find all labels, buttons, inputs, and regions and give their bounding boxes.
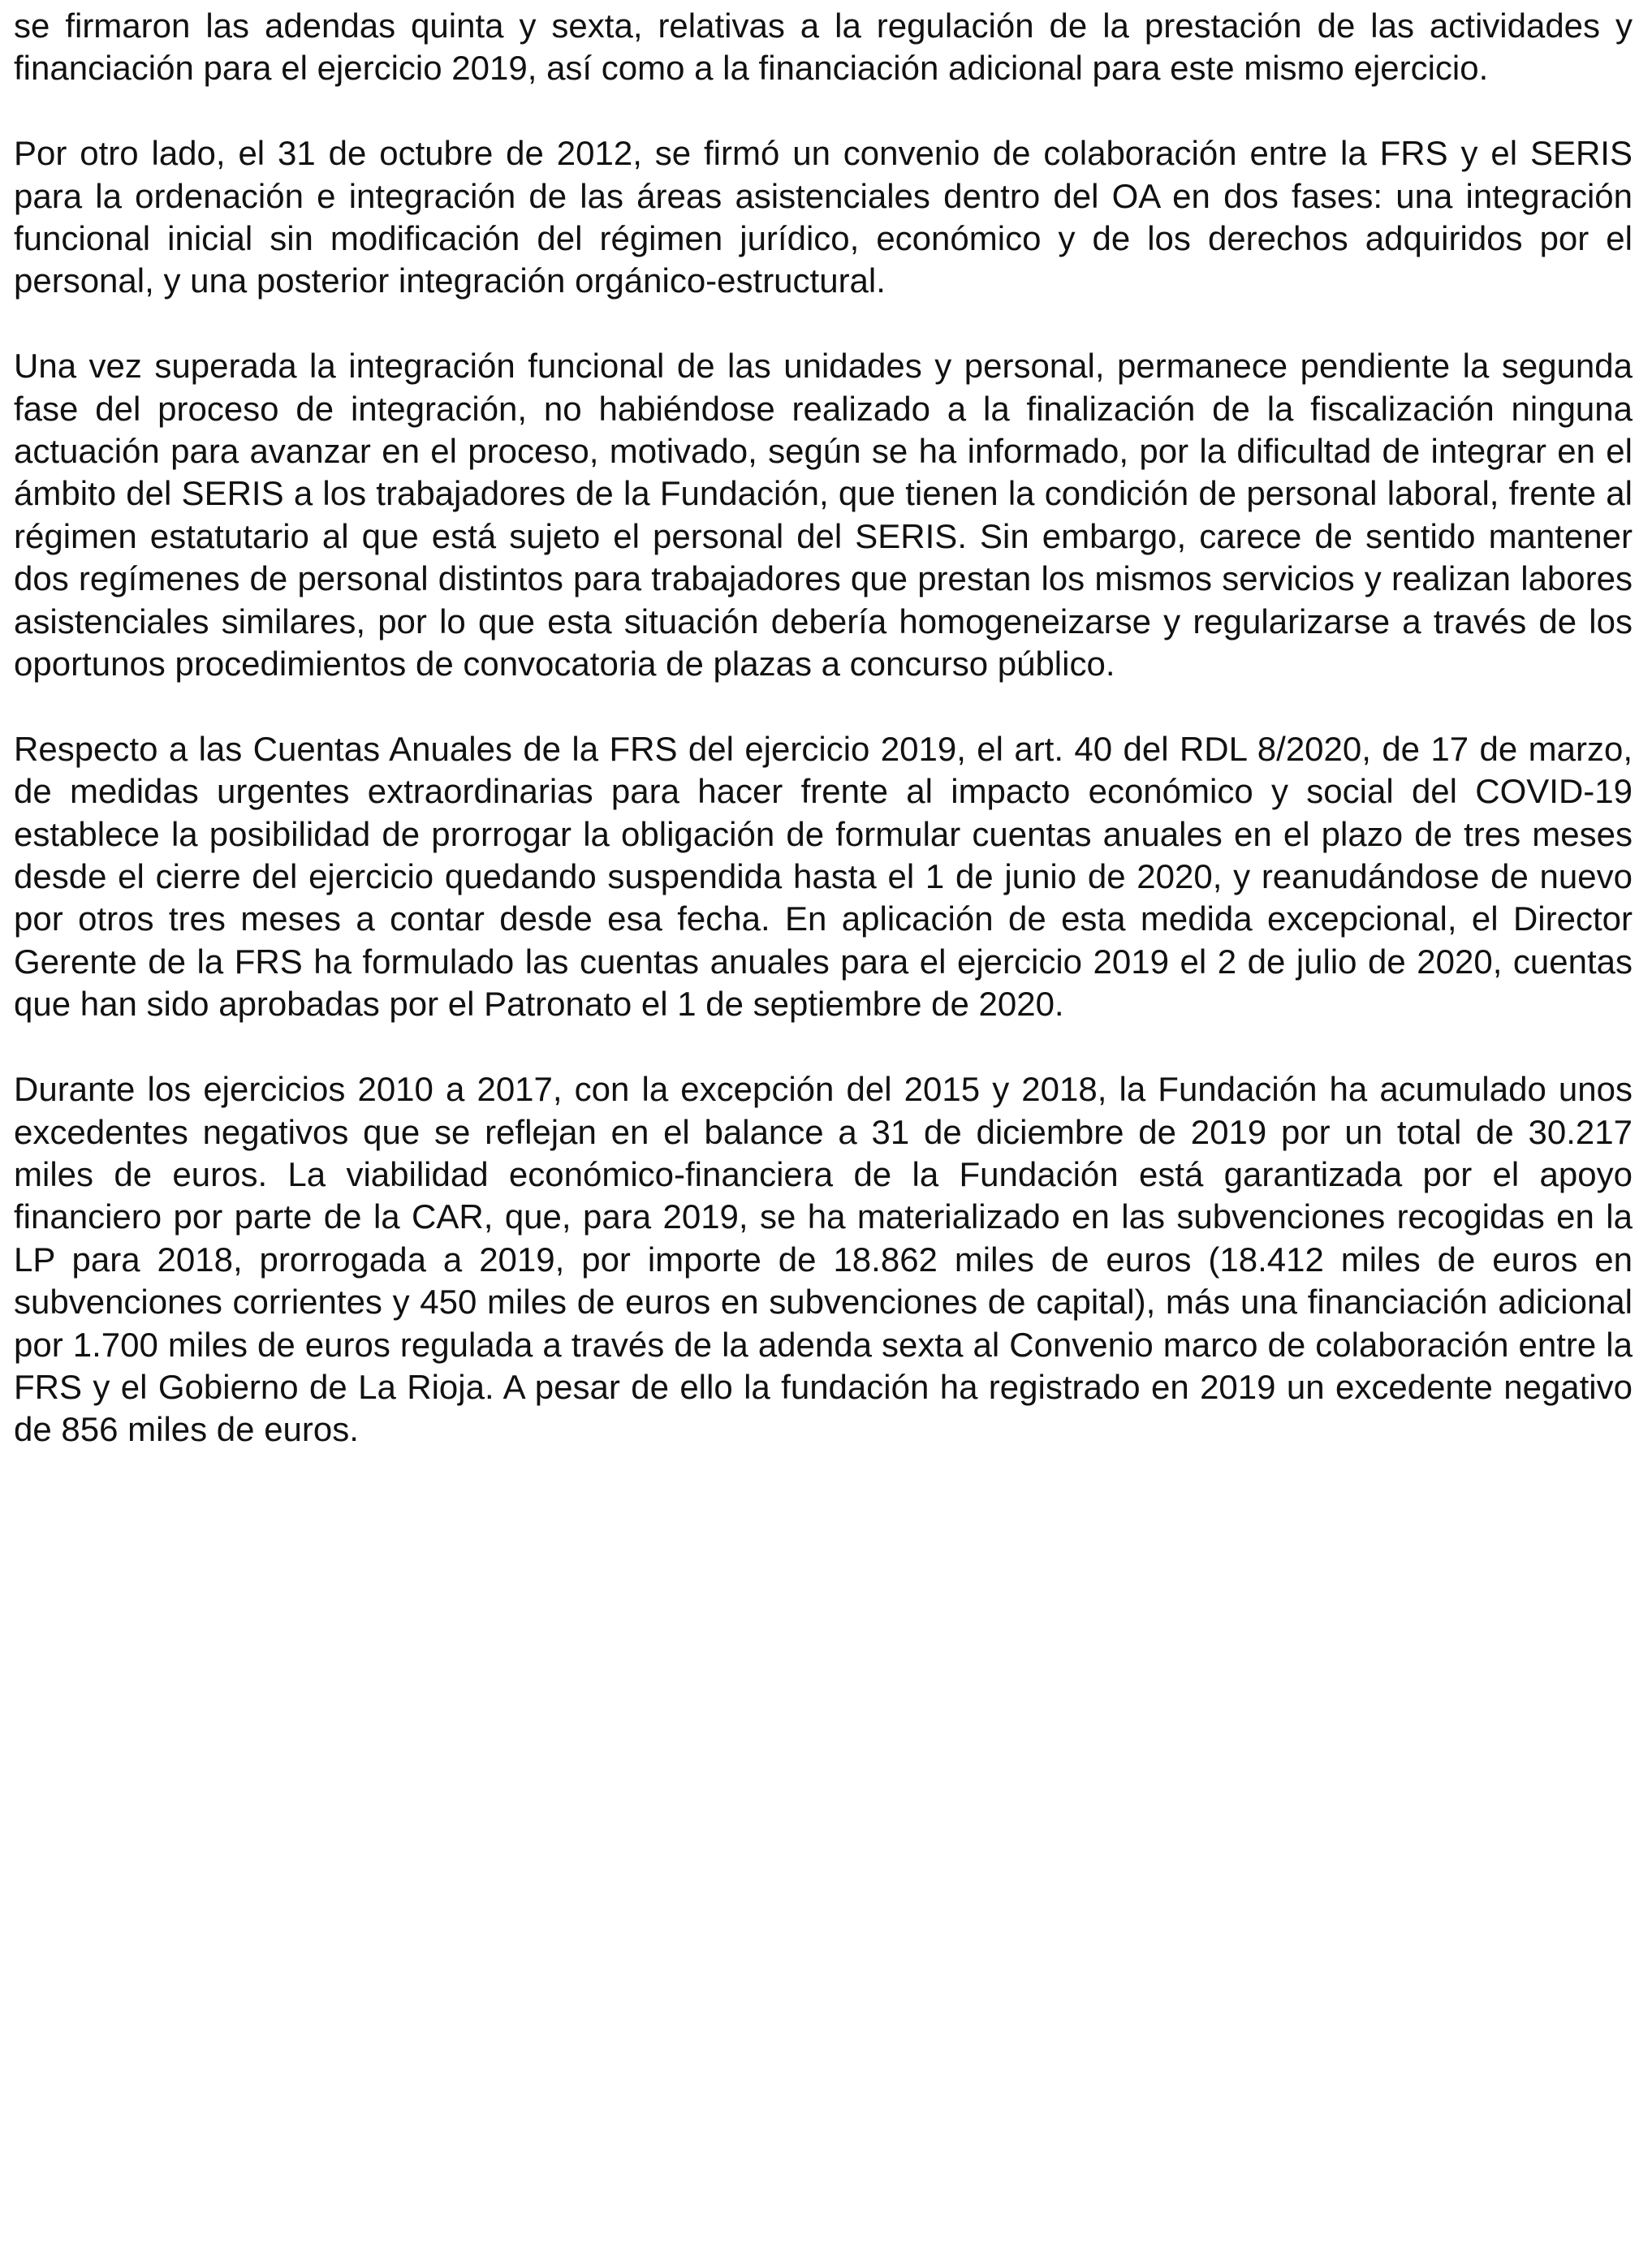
paragraph-segunda-fase: Una vez superada la integración funcional de las unidades y personal, permanece pendiente la segunda fase del proceso de integración, no habiéndose realizado a la finalización de la fiscalización ninguna actuación para avanzar en el proceso, motivado, según se ha informado, por la dificultad de integrar en el ámbito del SERIS a los trabajadores de la Fundación, que tienen la condición de personal laboral, frente al régimen estatutario al que está sujeto el personal del SERIS. Sin embargo, carece de sentido mantener dos regímenes de personal distintos para trabajadores que prestan los mismos servicios y realizan labores asistenciales similares, por lo que esta situación debería homogeneizarse y regularizarse a través de los oportunos procedimientos de convocatoria de plazas a concurso público.: [14, 347, 1633, 684]
document-page: [14, 5, 1633, 1494]
paragraph-convenio-integracion: Por otro lado, el 31 de octubre de 2012, se firmó un convenio de colaboración entre la FRS y el SERIS para la ordenación e integración de las áreas asistenciales dentro del OA en dos fases: una integración funcional inicial sin modificación del régimen jurídico, económico y de los derechos adquiridos por el personal, y una posterior integración orgánico-estructural.: [14, 134, 1633, 300]
paragraph-adendas: se firmaron las adendas quinta y sexta, relativas a la regulación de la prestación de las actividades y financiación para el ejercicio 2019, así como a la financiación adicional para este mismo ejercicio.: [14, 6, 1633, 88]
paragraph-cuentas-anuales: Respecto a las Cuentas Anuales de la FRS del ejercicio 2019, el art. 40 del RDL 8/2020, de 17 de marzo, de medidas urgentes extraordinarias para hacer frente al impacto económico y social del COVID-19 establece la posibilidad de prorrogar la obligación de formular cuentas anuales en el plazo de tres meses desde el cierre del ejercicio quedando suspendida hasta el 1 de junio de 2020, y reanudándose de nuevo por otros tres meses a contar desde esa fecha. En aplicación de esta medida excepcional, el Director Gerente de la FRS ha formulado las cuentas anuales para el ejercicio 2019 el 2 de julio de 2020, cuentas que han sido aprobadas por el Patronato el 1 de septiembre de 2020.: [14, 729, 1633, 1024]
paragraph-excedentes: Durante los ejercicios 2010 a 2017, con la excepción del 2015 y 2018, la Fundación ha acumulado unos excedentes negativos que se reflejan en el balance a 31 de diciembre de 2019 por un total de 30.217 miles de euros. La viabilidad económico-financiera de la Fundación está garantizada por el apoyo financiero por parte de la CAR, que, para 2019, se ha materializado en las subvenciones recogidas en la LP para 2018, prorrogada a 2019, por importe de 18.862 miles de euros (18.412 miles de euros en subvenciones corrientes y 450 miles de euros en subvenciones de capital), más una financiación adicional por 1.700 miles de euros regulada a través de la adenda sexta al Convenio marco de colaboración entre la FRS y el Gobierno de La Rioja. A pesar de ello la fundación ha registrado en 2019 un excedente negativo de 856 miles de euros.: [14, 1070, 1633, 1449]
